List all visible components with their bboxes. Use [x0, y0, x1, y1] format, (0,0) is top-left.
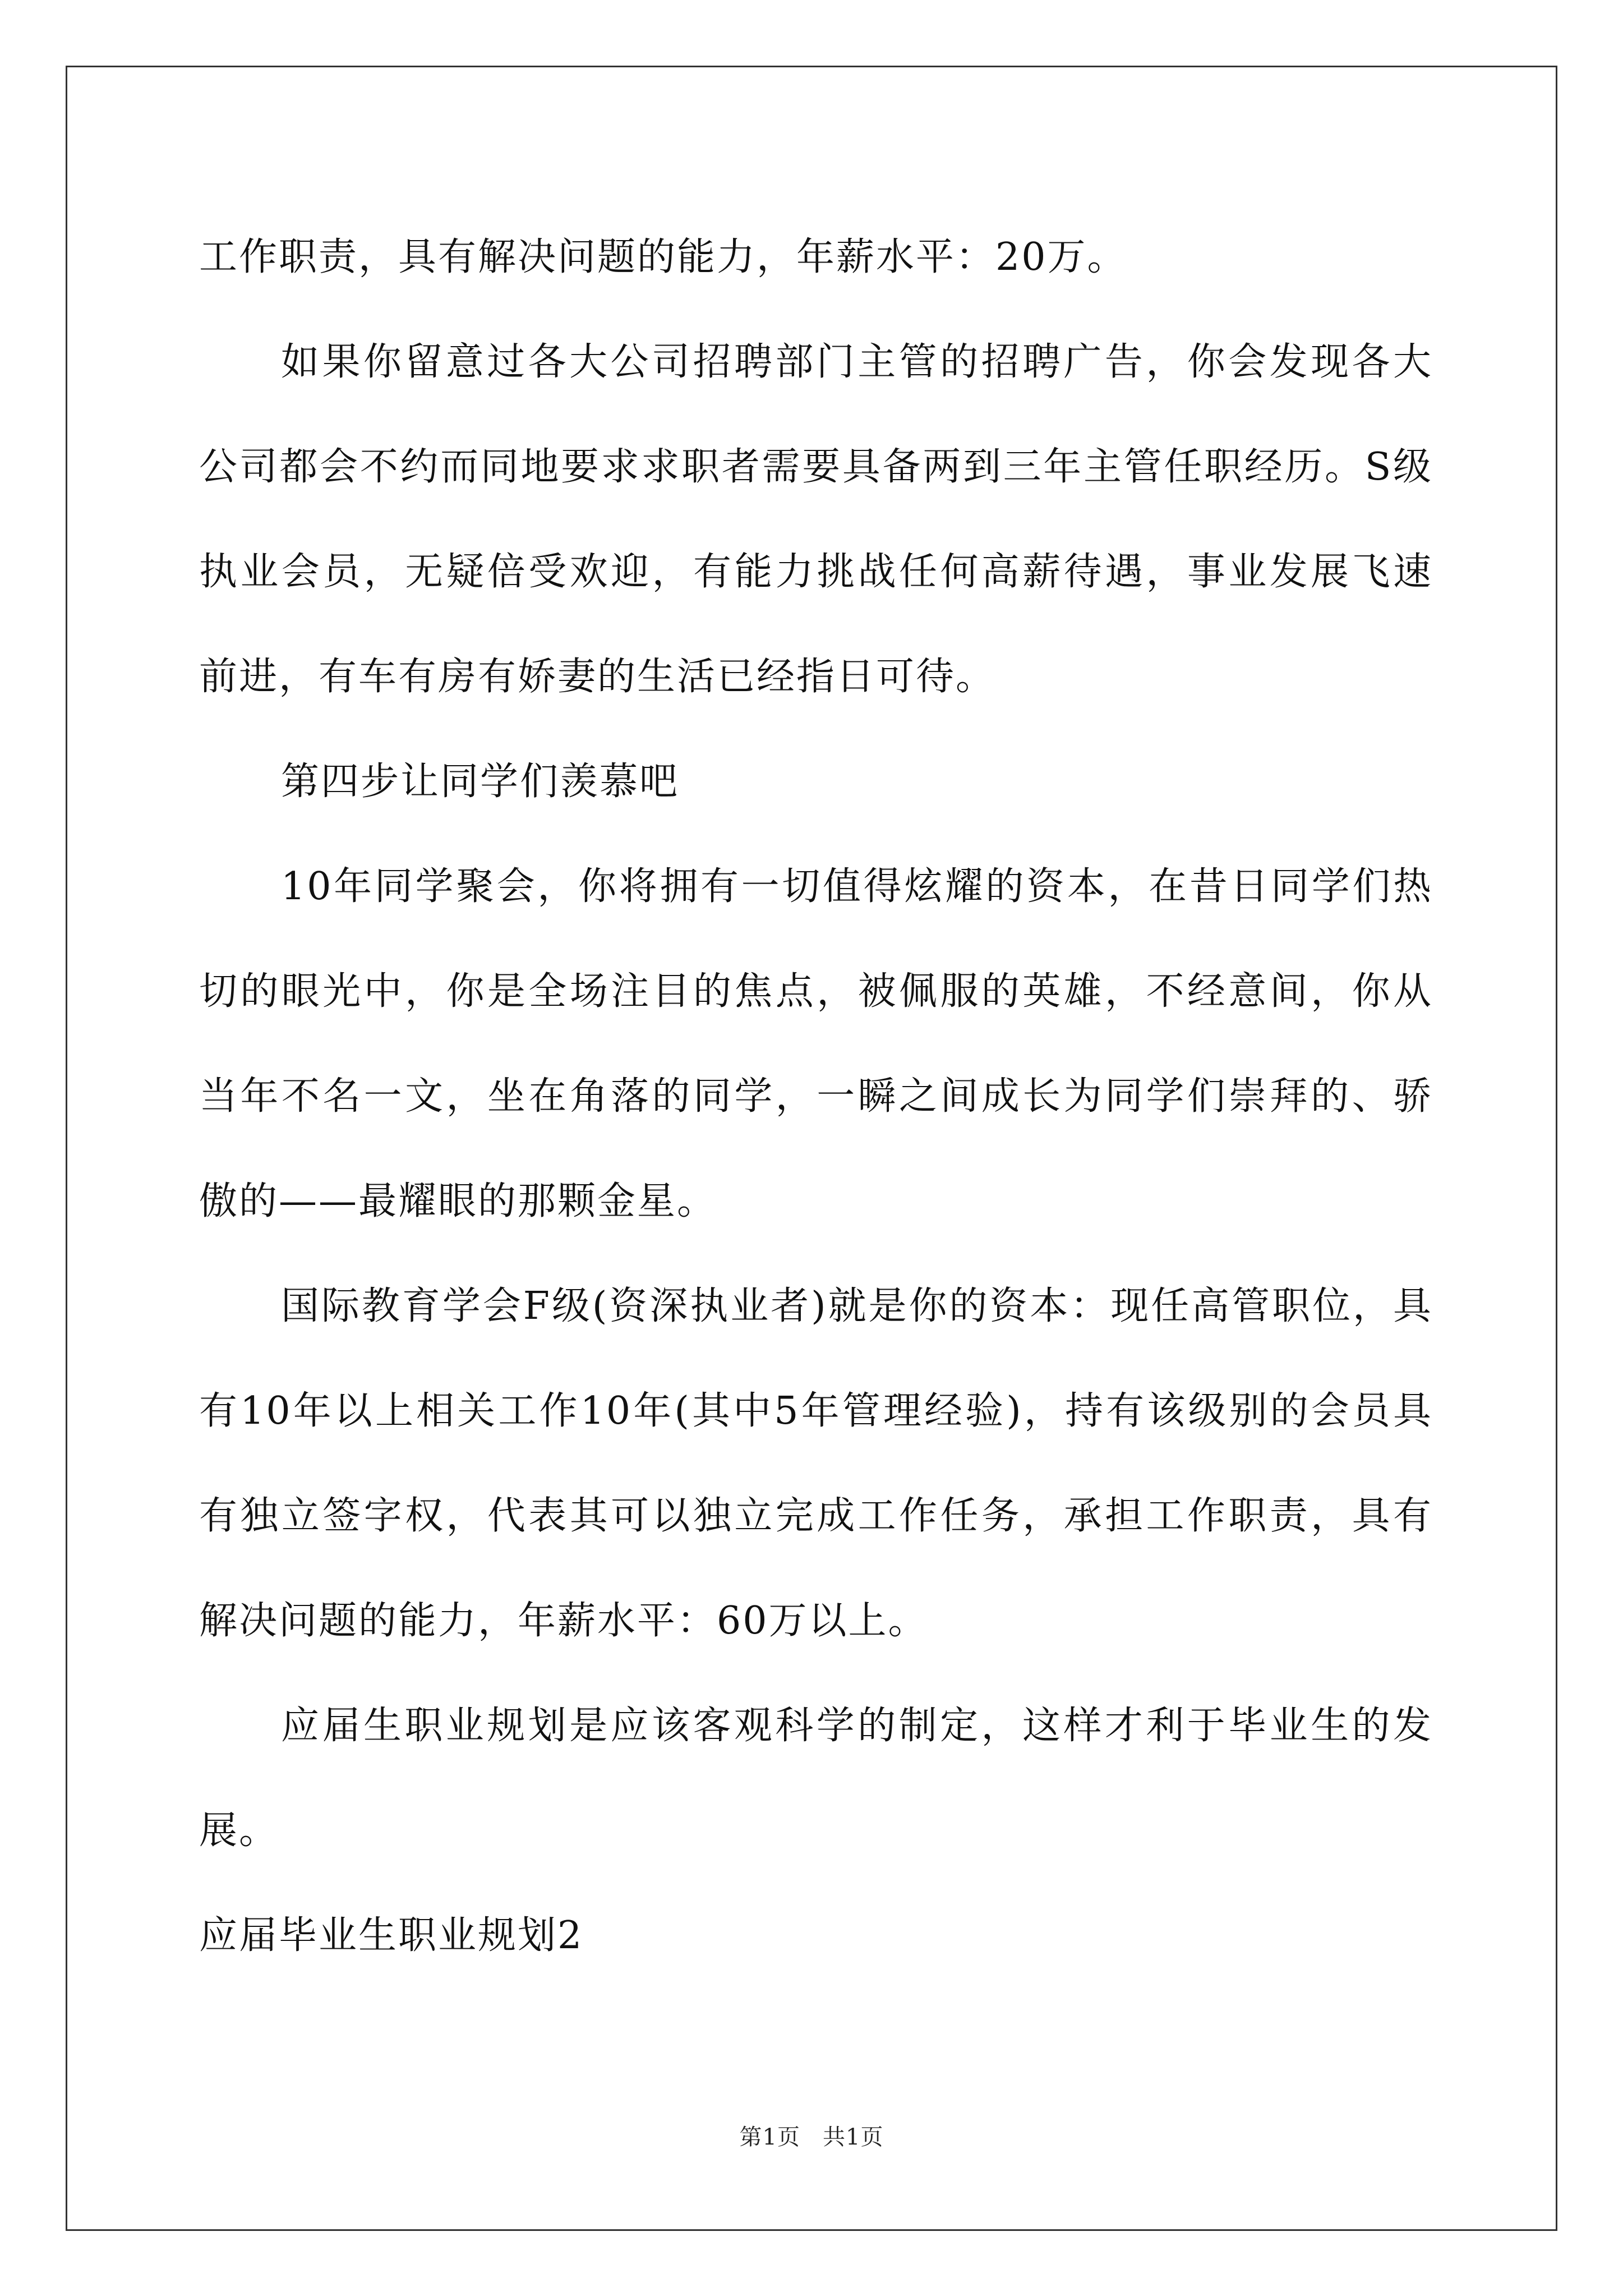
- step-four-heading: 第四步让同学们羡慕吧: [281, 760, 680, 804]
- paragraph-reunion: 10年同学聚会，你将拥有一切值得炫耀的资本，在昔日同学们热切的眼光中，你是全场注目的焦点，被佩服的英雄，不经意间，你从当年不名一文，坐在角落的同学，一瞬之间成长为同学们崇拜的、骄傲的——最耀眼的那颗金星。: [199, 864, 1433, 1223]
- section-heading: 应届毕业生职业规划2: [199, 1913, 584, 1958]
- page-footer: [0, 2119, 1623, 2151]
- paragraph-promotion: 如果你留意过各大公司招聘部门主管的招聘广告，你会发现各大公司都会不约而同地要求求职者需要具备两到三年主管任职经历。S级执业会员，无疑倍受欢迎，有能力挑战任何高薪待遇，事业发展飞速前进，有车有房有娇妻的生活已经指日可待。: [199, 340, 1433, 699]
- document-body: [199, 205, 1433, 1988]
- paragraph-continuation: 工作职责，具有解决问题的能力，年薪水平：20万。: [199, 235, 1127, 279]
- page-total: 共1页: [823, 2124, 884, 2150]
- paragraph-conclusion: 应届生职业规划是应该客观科学的制定，这样才利于毕业生的发展。: [199, 1704, 1433, 1853]
- page-number: 第1页: [739, 2124, 800, 2150]
- paragraph-f-level: 国际教育学会F级(资深执业者)就是你的资本：现任高管职位，具有10年以上相关工作10年(其中5年管理经验)，持有该级别的会员具有独立签字权，代表其可以独立完成工作任务，承担工作职责，具有解决问题的能力，年薪水平：60万以上。: [199, 1284, 1433, 1643]
